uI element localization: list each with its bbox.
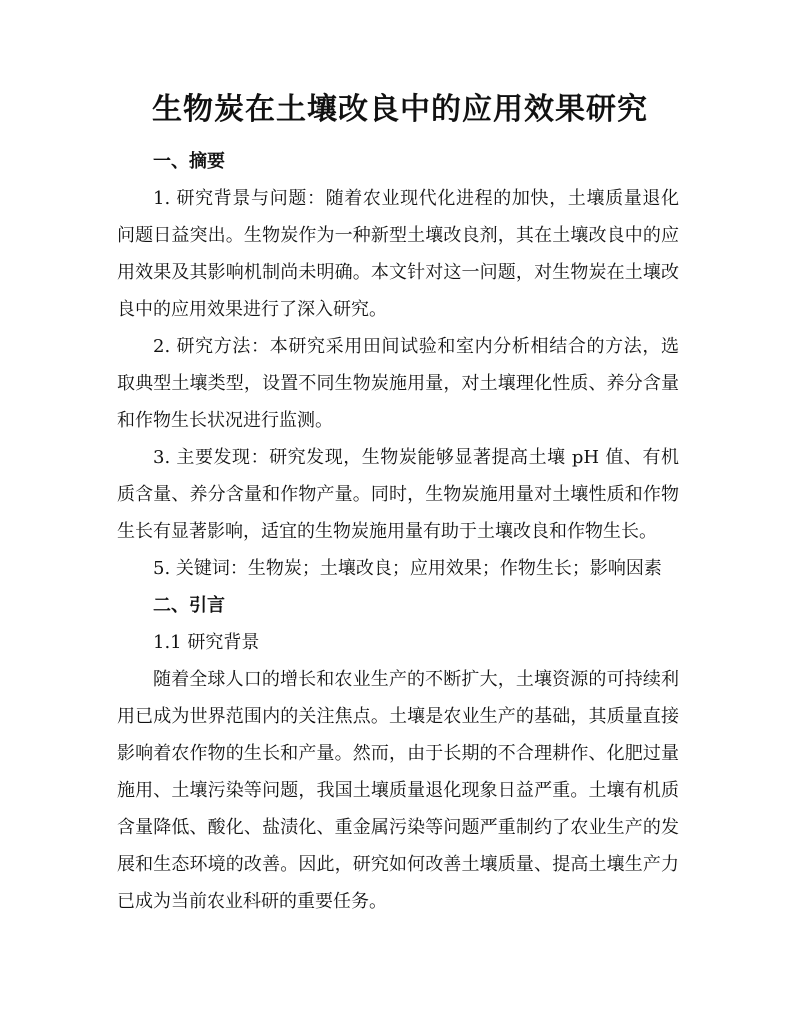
abstract-paragraph-keywords: 5. 关键词：生物炭；土壤改良；应用效果；作物生长；影响因素 <box>153 558 662 579</box>
subsection-heading-background: 1.1 研究背景 <box>153 632 260 653</box>
introduction-paragraph: 随着全球人口的增长和农业生产的不断扩大，土壤资源的可持续利用已成为世界范围内的关注焦点。土壤是农业生产的基础，其质量直接影响着农作物的生长和产量。然而，由于长期的不合理耕作、化肥过量施用、土壤污染等问题，我国土壤质量退化现象日益严重。土壤有机质含量降低、酸化、盐渍化、重金属污染等问题严重制约了农业生产的发展和生态环境的改善。因此，研究如何改善土壤质量、提高土壤生产力已成为当前农业科研的重要任务。 <box>117 669 679 912</box>
abstract-paragraph-findings: 3. 主要发现：研究发现，生物炭能够显著提高土壤 pH 值、有机质含量、养分含量和作物产量。同时，生物炭施用量对土壤性质和作物生长有显著影响，适宜的生物炭施用量有助于土壤改良和作物生长。 <box>117 447 679 542</box>
abstract-paragraph-background: 1. 研究背景与问题：随着农业现代化进程的加快，土壤质量退化问题日益突出。生物炭作为一种新型土壤改良剂，其在土壤改良中的应用效果及其影响机制尚未明确。本文针对这一问题，对生物炭在土壤改良中的应用效果进行了深入研究。 <box>117 188 679 320</box>
document-title: 生物炭在土壤改良中的应用效果研究 <box>152 92 648 127</box>
section-heading-abstract: 一、摘要 <box>153 151 225 172</box>
abstract-paragraph-methods: 2. 研究方法：本研究采用田间试验和室内分析相结合的方法，选取典型土壤类型，设置不同生物炭施用量，对土壤理化性质、养分含量和作物生长状况进行监测。 <box>117 336 679 431</box>
document-body <box>117 143 679 920</box>
section-heading-introduction: 二、引言 <box>153 595 225 616</box>
